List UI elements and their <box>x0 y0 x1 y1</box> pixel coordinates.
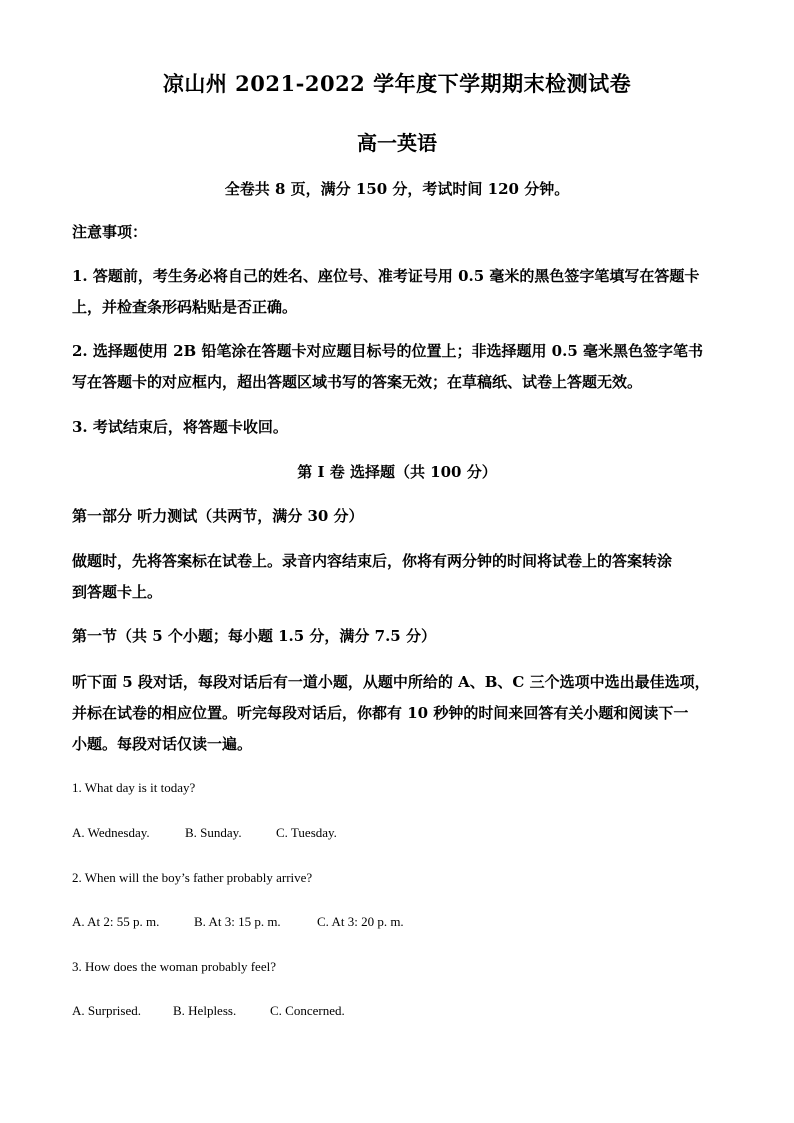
question-1-option-b[interactable]: B. Sunday. <box>185 825 242 840</box>
question-3-option-b[interactable]: B. Helpless. <box>173 1003 237 1018</box>
question-3-stem: 3. How does the woman probably feel? <box>72 959 276 974</box>
question-2-option-b[interactable]: B. At 3: 15 p. m. <box>194 914 281 929</box>
notice-item-3: 3. 考试结束后，将答题卡收回。 <box>72 418 288 436</box>
subsection-instruction-line-3: 小题。每段对话仅读一遍。 <box>72 735 253 753</box>
notice-item-1-line-2: 上，并检查条形码粘贴是否正确。 <box>72 298 298 316</box>
subject-title: 高一英语 <box>357 131 437 155</box>
question-1-stem: 1. What day is it today? <box>72 780 196 795</box>
question-2-option-c[interactable]: C. At 3: 20 p. m. <box>317 914 404 929</box>
question-2-option-a[interactable]: A. At 2: 55 p. m. <box>72 914 160 929</box>
listening-instruction-line-1: 做题时，先将答案标在试卷上。录音内容结束后，你将有两分钟的时间将试卷上的答案转涂 <box>72 552 673 570</box>
question-1-option-c[interactable]: C. Tuesday. <box>276 825 337 840</box>
notice-heading: 注意事项： <box>72 223 148 241</box>
question-2-options <box>72 914 404 930</box>
notice-item-1-line-1: 1. 答题前，考生务必将自己的姓名、座位号、准考证号用 0.5 毫米的黑色签字笔填写在答题卡 <box>72 267 700 285</box>
question-3-options <box>72 1003 345 1019</box>
subsection-instruction-line-2: 并标在试卷的相应位置。听完每段对话后，你都有 10 秒钟的时间来回答有关小题和阅读下一 <box>72 704 689 722</box>
question-1-options <box>72 825 337 841</box>
part-one-title: 第一部分 听力测试（共两节，满分 30 分） <box>72 507 364 525</box>
exam-info: 全卷共 8 页，满分 150 分，考试时间 120 分钟。 <box>224 180 570 198</box>
section-one-title: 第 I 卷 选择题（共 100 分） <box>297 463 497 481</box>
question-3-option-a[interactable]: A. Surprised. <box>72 1003 141 1018</box>
subsection-instruction-line-1: 听下面 5 段对话，每段对话后有一道小题，从题中所给的 A、B、C 三个选项中选出最佳选项， <box>72 673 710 691</box>
subsection-one-title: 第一节（共 5 个小题；每小题 1.5 分，满分 7.5 分） <box>72 627 436 645</box>
notice-item-2-line-1: 2. 选择题使用 2B 铅笔涂在答题卡对应题目标号的位置上；非选择题用 0.5 毫米黑色签字笔书 <box>72 342 703 360</box>
question-2-stem: 2. When will the boy’s father probably arrive? <box>72 870 313 885</box>
notice-item-2-line-2: 写在答题卡的对应框内，超出答题区域书写的答案无效；在草稿纸、试卷上答题无效。 <box>72 373 643 391</box>
question-3-option-c[interactable]: C. Concerned. <box>270 1003 345 1018</box>
exam-title: 凉山州 2021-2022 学年度下学期期末检测试卷 <box>162 71 632 96</box>
listening-instruction-line-2: 到答题卡上。 <box>72 583 163 601</box>
question-1-option-a[interactable]: A. Wednesday. <box>72 825 150 840</box>
